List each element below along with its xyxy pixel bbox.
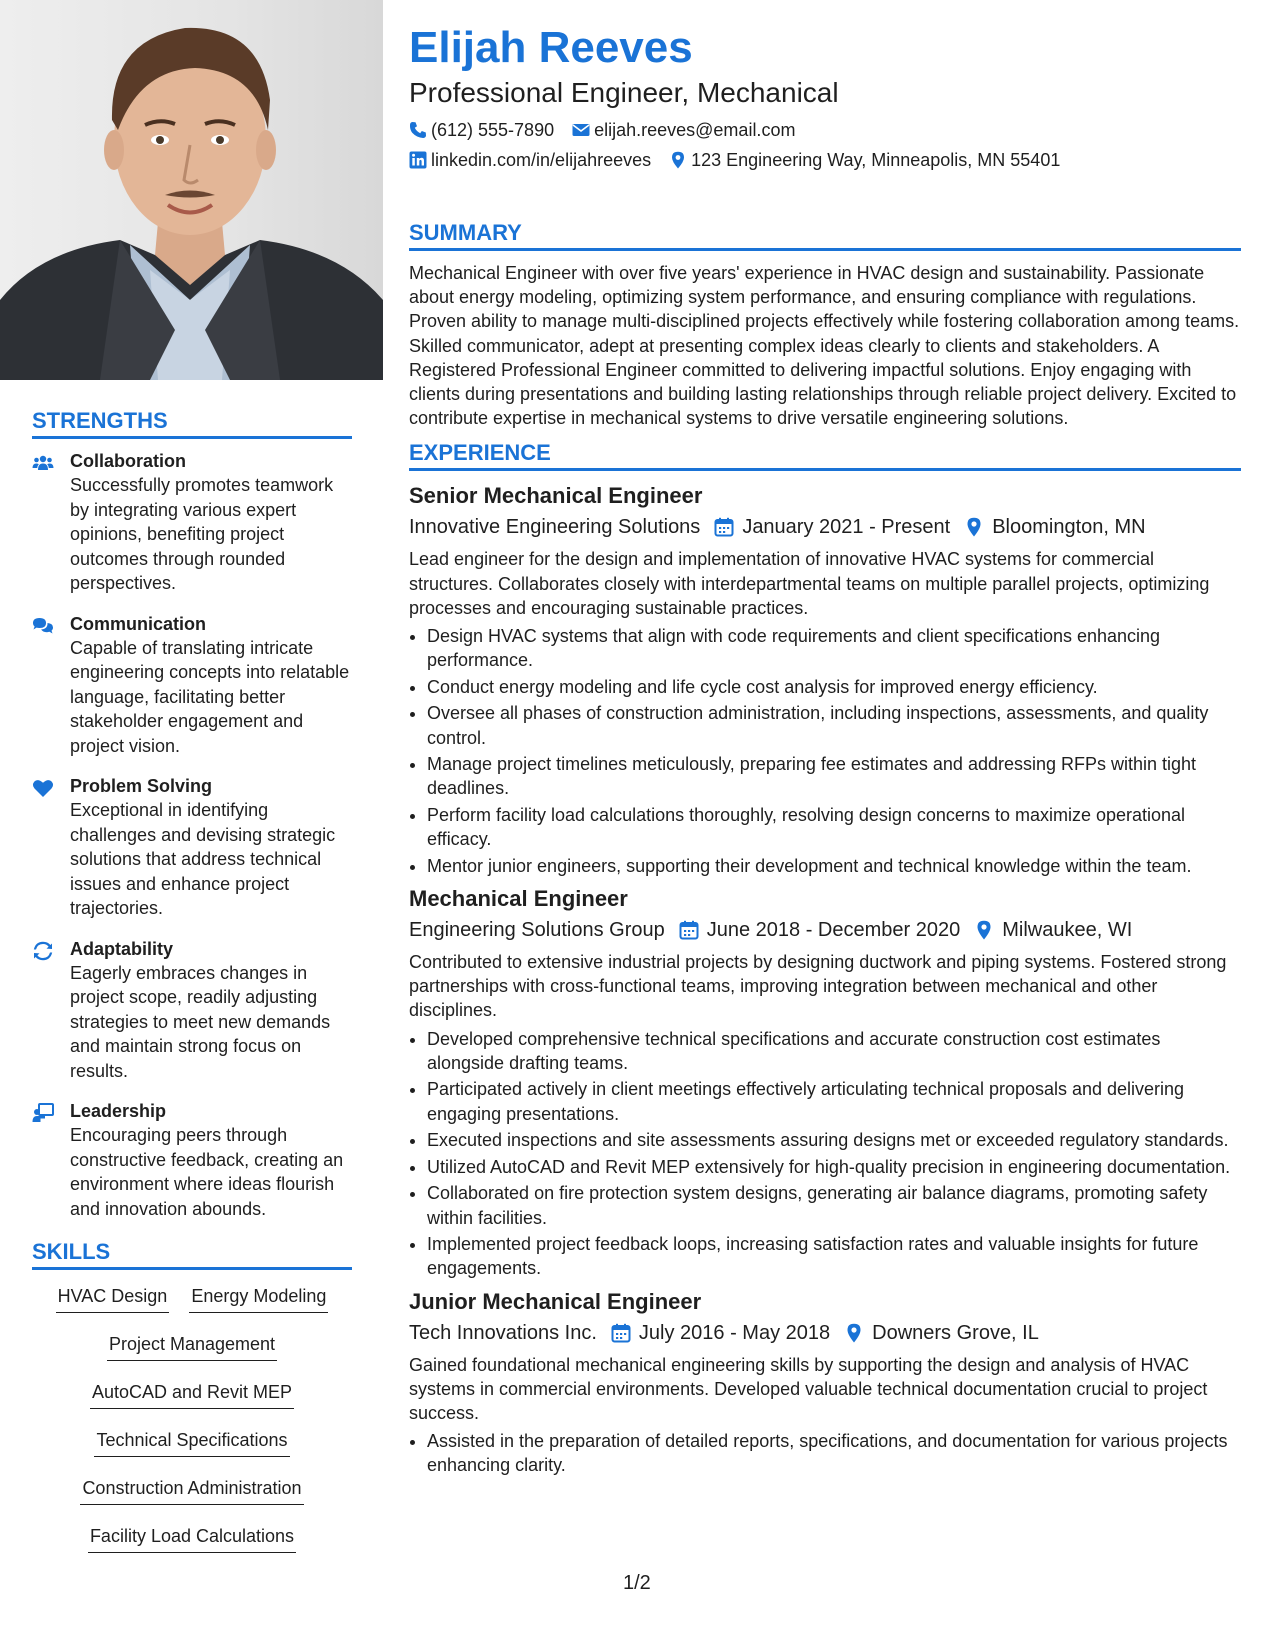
job-location <box>844 1319 1039 1347</box>
email-contact[interactable] <box>572 118 795 142</box>
skill-tag: Energy Modeling <box>189 1284 328 1313</box>
strength-title: Leadership <box>70 1101 167 1121</box>
phone-contact[interactable] <box>409 118 554 142</box>
sidebar <box>0 0 383 1650</box>
company-name: Innovative Engineering Solutions <box>409 516 701 539</box>
strength-title: Communication <box>70 613 207 634</box>
job-entry <box>409 1287 1241 1478</box>
contact-row <box>409 148 1241 172</box>
sidebar-content <box>32 408 352 1572</box>
candidate-name: Elijah Reeves <box>409 23 693 72</box>
envelope-icon <box>572 121 590 139</box>
calendar-icon <box>611 1323 631 1343</box>
main-content <box>409 22 1241 1484</box>
job-description: Lead engineer for the design and implementation of innovative HVAC systems for commercial structures. Collaborates closely with interdepartmental teams on multiple parallel projects, optimizing processes and encouraging sustainable practices. <box>409 549 1210 618</box>
job-location-text: Downers Grove, IL <box>872 1321 1039 1344</box>
job-bullet: • Implemented project feedback loops, increasing satisfaction rates and valuable insights for future engagements. <box>427 1232 1241 1280</box>
job-meta <box>409 916 1241 944</box>
job-bullets <box>409 1027 1241 1281</box>
experience-section <box>409 440 1241 1477</box>
job-location <box>974 916 1132 944</box>
job-meta <box>409 513 1241 541</box>
company-name: Tech Innovations Inc. <box>409 1321 597 1344</box>
skill-tag: Project Management <box>107 1332 277 1361</box>
linkedin-icon <box>409 151 427 169</box>
job-bullet: • Executed inspections and site assessments assuring designs met or exceeded regulatory standards. <box>427 1128 1241 1152</box>
linkedin-contact[interactable] <box>409 148 651 172</box>
summary-text: Mechanical Engineer with over five years' experience in HVAC design and sustainability. Passionate about energy modeling, optimizing system performance, and ensuring compliance with regulations. Proven ability to manage multi-disciplined projects effectively while fostering collaboration among teams. Skilled communicator, adept at presenting complex ideas clearly to clients and stakeholders. A Registered Professional Engineer committed to delivering impactful solutions. Enjoy engaging with clients during presentations and building lasting relationships through reliable project delivery. Excited to contribute expertise in mechanical systems to drive versatile engineering solutions. <box>409 263 1240 429</box>
job-title: Mechanical Engineer <box>409 886 628 912</box>
skills-heading: SKILLS <box>32 1239 352 1270</box>
job-bullet: • Manage project timelines meticulously, preparing fee estimates and addressing RFPs within tight deadlines. <box>427 752 1241 800</box>
job-dates <box>611 1319 830 1347</box>
sync-icon <box>32 937 70 1084</box>
page-number: 1/2 <box>623 1572 651 1594</box>
summary-section <box>409 220 1241 430</box>
strength-title: Problem Solving <box>70 776 213 796</box>
location-pin-icon <box>844 1323 864 1343</box>
skill-tag: Construction Administration <box>80 1476 303 1505</box>
job-bullets <box>409 624 1241 878</box>
job-bullets <box>409 1429 1241 1477</box>
skills-list <box>32 1284 352 1572</box>
address-contact <box>669 148 1060 172</box>
strength-description: Encouraging peers through constructive feedback, creating an environment where ideas flourish and innovation abounds. <box>70 1125 344 1219</box>
job-location <box>964 513 1145 541</box>
profile-photo <box>0 0 383 380</box>
job-entry <box>409 884 1241 1281</box>
presenter-icon <box>32 1099 70 1221</box>
location-pin-icon <box>964 517 984 537</box>
calendar-icon <box>679 920 699 940</box>
job-bullet: • Oversee all phases of construction administration, including inspections, assessments, and quality control. <box>427 701 1241 749</box>
job-bullet: • Design HVAC systems that align with code requirements and client specifications enhancing performance. <box>427 624 1241 672</box>
job-description: Gained foundational mechanical engineering skills by supporting the design and analysis of HVAC systems in commercial environments. Developed valuable technical documentation crucial to project success. <box>409 1354 1208 1424</box>
job-bullet: • Collaborated on fire protection system designs, generating air balance diagrams, promoting safety within facilities. <box>427 1181 1241 1229</box>
experience-heading: EXPERIENCE <box>409 440 1241 471</box>
candidate-title: Professional Engineer, Mechanical <box>409 77 839 108</box>
job-title: Junior Mechanical Engineer <box>409 1288 702 1314</box>
strength-item <box>32 612 352 759</box>
job-bullet: • Perform facility load calculations thoroughly, resolving design concerns to maximize operational efficacy. <box>427 803 1241 851</box>
job-description: Contributed to extensive industrial projects by designing ductwork and piping systems. Fostered strong partnerships with cross-functional teams, improving integration between mechanical and other disciplines. <box>409 952 1227 1021</box>
summary-heading: SUMMARY <box>409 220 1241 251</box>
strength-item <box>32 449 352 596</box>
strength-title: Adaptability <box>70 938 174 959</box>
job-dates-text: January 2021 - Present <box>742 516 951 539</box>
job-location-text: Milwaukee, WI <box>1002 919 1133 942</box>
phone-text: (612) 555-7890 <box>431 120 555 140</box>
strength-item <box>32 1099 352 1221</box>
job-bullet: • Mentor junior engineers, supporting their development and technical knowledge within the team. <box>427 854 1241 878</box>
job-title: Senior Mechanical Engineer <box>409 483 703 509</box>
job-dates <box>714 513 950 541</box>
phone-icon <box>409 121 427 139</box>
job-dates <box>679 916 961 944</box>
email-text: elijah.reeves@email.com <box>594 120 796 140</box>
contact-row <box>409 118 1241 142</box>
users-icon <box>32 449 70 596</box>
job-bullet: • Conduct energy modeling and life cycle cost analysis for improved energy efficiency. <box>427 675 1241 699</box>
heart-icon <box>32 774 70 921</box>
skill-tag: Facility Load Calculations <box>88 1524 296 1553</box>
address-text: 123 Engineering Way, Minneapolis, MN 55401 <box>691 150 1061 170</box>
skill-tag: AutoCAD and Revit MEP <box>90 1380 294 1409</box>
job-dates-text: June 2018 - December 2020 <box>706 919 961 942</box>
job-dates-text: July 2016 - May 2018 <box>638 1321 831 1344</box>
strength-description: Eagerly embraces changes in project scope, readily adjusting strategies to meet new demands and maintain strong focus on results. <box>70 962 331 1081</box>
job-meta <box>409 1319 1241 1347</box>
strength-title: Collaboration <box>70 451 186 471</box>
company-name: Engineering Solutions Group <box>409 919 665 942</box>
job-bullet: • Assisted in the preparation of detailed reports, specifications, and documentation for various projects enhancing clarity. <box>427 1429 1241 1477</box>
job-location-text: Bloomington, MN <box>992 516 1146 539</box>
linkedin-text: linkedin.com/in/elijahreeves <box>431 150 652 170</box>
strength-item <box>32 937 352 1084</box>
job-entry <box>409 481 1241 878</box>
strengths-heading: STRENGTHS <box>32 408 352 439</box>
strength-description: Capable of translating intricate engineering concepts into relatable language, facilitating better stakeholder engagement and project vision. <box>70 637 350 756</box>
strength-description: Successfully promotes teamwork by integrating various expert opinions, benefiting project outcomes through rounded perspectives. <box>70 475 334 593</box>
person-portrait <box>0 0 383 380</box>
chat-bubbles-icon <box>32 612 70 759</box>
strength-item <box>32 774 352 921</box>
location-pin-icon <box>669 151 687 169</box>
job-bullet: • Utilized AutoCAD and Revit MEP extensively for high-quality precision in engineering documentation. <box>427 1155 1241 1179</box>
job-bullet: • Developed comprehensive technical specifications and accurate construction cost estimates alongside drafting teams. <box>427 1027 1241 1075</box>
strength-description: Exceptional in identifying challenges and devising strategic solutions that address technical issues and enhance project trajectories. <box>70 800 336 918</box>
skill-tag: Technical Specifications <box>94 1428 289 1457</box>
calendar-icon <box>714 517 734 537</box>
skill-tag: HVAC Design <box>56 1284 170 1313</box>
job-bullet: • Participated actively in client meetings effectively articulating technical proposals and delivering engaging presentations. <box>427 1077 1241 1125</box>
location-pin-icon <box>974 920 994 940</box>
